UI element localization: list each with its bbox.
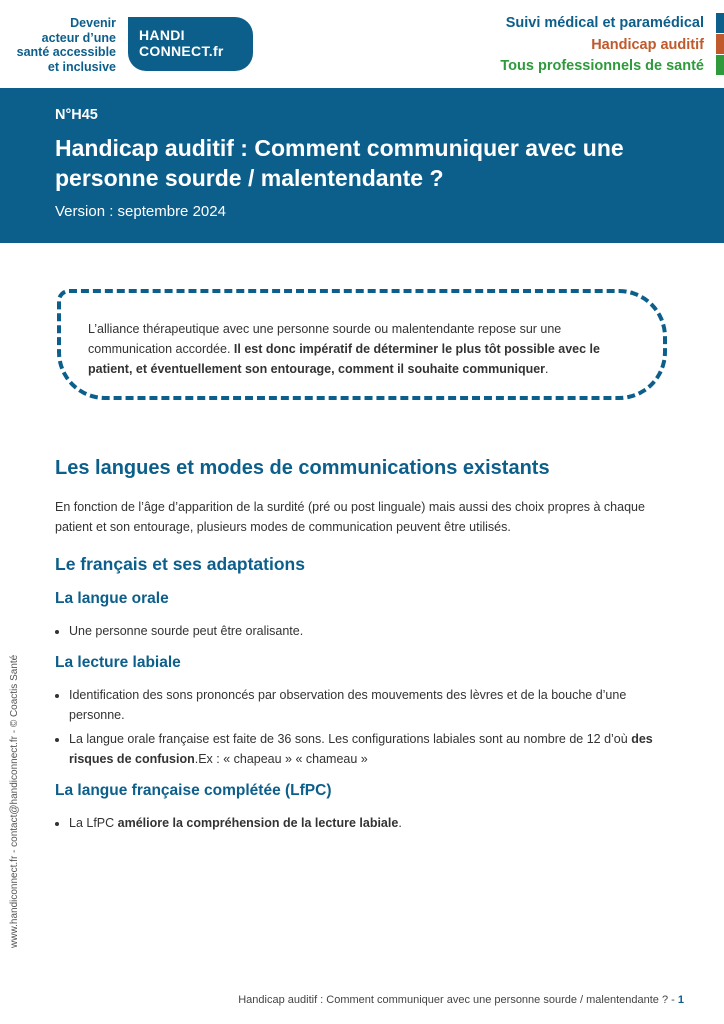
list-item-emphasis: améliore la compréhension de la lecture labiale	[117, 816, 399, 830]
lip-reading-title: La lecture labiale	[55, 654, 181, 671]
callout-text	[88, 319, 638, 379]
tagline-line: Devenir	[70, 16, 116, 30]
tag-color-bar-orange	[716, 34, 724, 54]
callout-text-emphasis: Il est donc impératif de déterminer le plus tôt possible avec le patient, et éventuellement son entourage, comment il souhaite communiquer	[88, 342, 600, 376]
callout-text-end: .	[545, 362, 549, 376]
lfpc-title: La langue française complétée (LfPC)	[55, 782, 332, 799]
document-version: Version : septembre 2024	[55, 203, 226, 220]
lip-reading-list	[55, 685, 670, 769]
tagline	[8, 16, 116, 74]
list-item	[69, 813, 670, 833]
footer-text: Handicap auditif : Comment communiquer avec une personne sourde / malentendante ? -	[238, 994, 678, 1006]
lfpc-list	[55, 813, 670, 833]
tagline-line: acteur d’une	[41, 30, 116, 45]
logo-line-2: CONNECT.fr	[139, 43, 224, 59]
vertical-contact-note: www.handiconnect.fr - contact@handiconnect.fr - © Coactis Santé	[9, 654, 20, 948]
key-message-callout	[57, 289, 667, 400]
handiconnect-logo[interactable]	[128, 17, 253, 71]
page-number: 1	[677, 994, 684, 1006]
oral-language-list	[55, 621, 670, 641]
tag-color-bar-blue	[716, 13, 724, 33]
list-item-text: La LfPC	[69, 816, 118, 830]
tag-suivi-medical: Suivi médical et paramédical	[505, 15, 704, 31]
tagline-line: santé accessible	[16, 45, 116, 59]
logo-line-1: HANDI	[139, 27, 185, 43]
section-title: Les langues et modes de communications existants	[55, 457, 550, 479]
page-header	[0, 0, 724, 88]
tag-handicap-auditif: Handicap auditif	[591, 36, 704, 53]
list-item-text-end: .Ex : « chapeau » « chameau »	[194, 752, 368, 766]
section-intro: En fonction de l’âge d’apparition de la surdité (pré ou post linguale) mais aussi des choix propres à chaque patient et son entourage, plusieurs modes de communication peuvent être utilisés.	[55, 500, 645, 534]
main-content	[55, 455, 670, 845]
page-footer	[238, 994, 684, 1006]
subsection-title: Le français et ses adaptations	[55, 554, 305, 574]
tagline-line: et inclusive	[47, 59, 116, 74]
list-item: • Identification des sons prononcés par observation des mouvements des lèvres et de la bouche d’une personne.	[69, 685, 670, 725]
document-number: N°H45	[55, 107, 98, 123]
tag-professionnels: Tous professionnels de santé	[500, 58, 704, 74]
list-item	[69, 729, 670, 769]
list-item-text: La langue orale française est faite de 36 sons. Les configurations labiales sont au nombre de 12 d’où	[69, 732, 632, 746]
callout-text-intro: L’alliance thérapeutique avec une personne sourde ou malentendante repose sur une communication accordée.	[88, 322, 562, 356]
tag-color-bar-green	[716, 55, 724, 75]
list-item-emphasis: des risques de confusion	[69, 732, 653, 766]
title-band	[0, 88, 724, 243]
list-item-text-end: .	[398, 816, 402, 830]
document-title: Handicap auditif : Comment communiquer avec une personne sourde / malentendante ?	[55, 135, 624, 191]
list-item: • Une personne sourde peut être oralisante.	[69, 621, 670, 641]
category-tags	[500, 13, 704, 78]
oral-language-title: La langue orale	[55, 590, 169, 607]
